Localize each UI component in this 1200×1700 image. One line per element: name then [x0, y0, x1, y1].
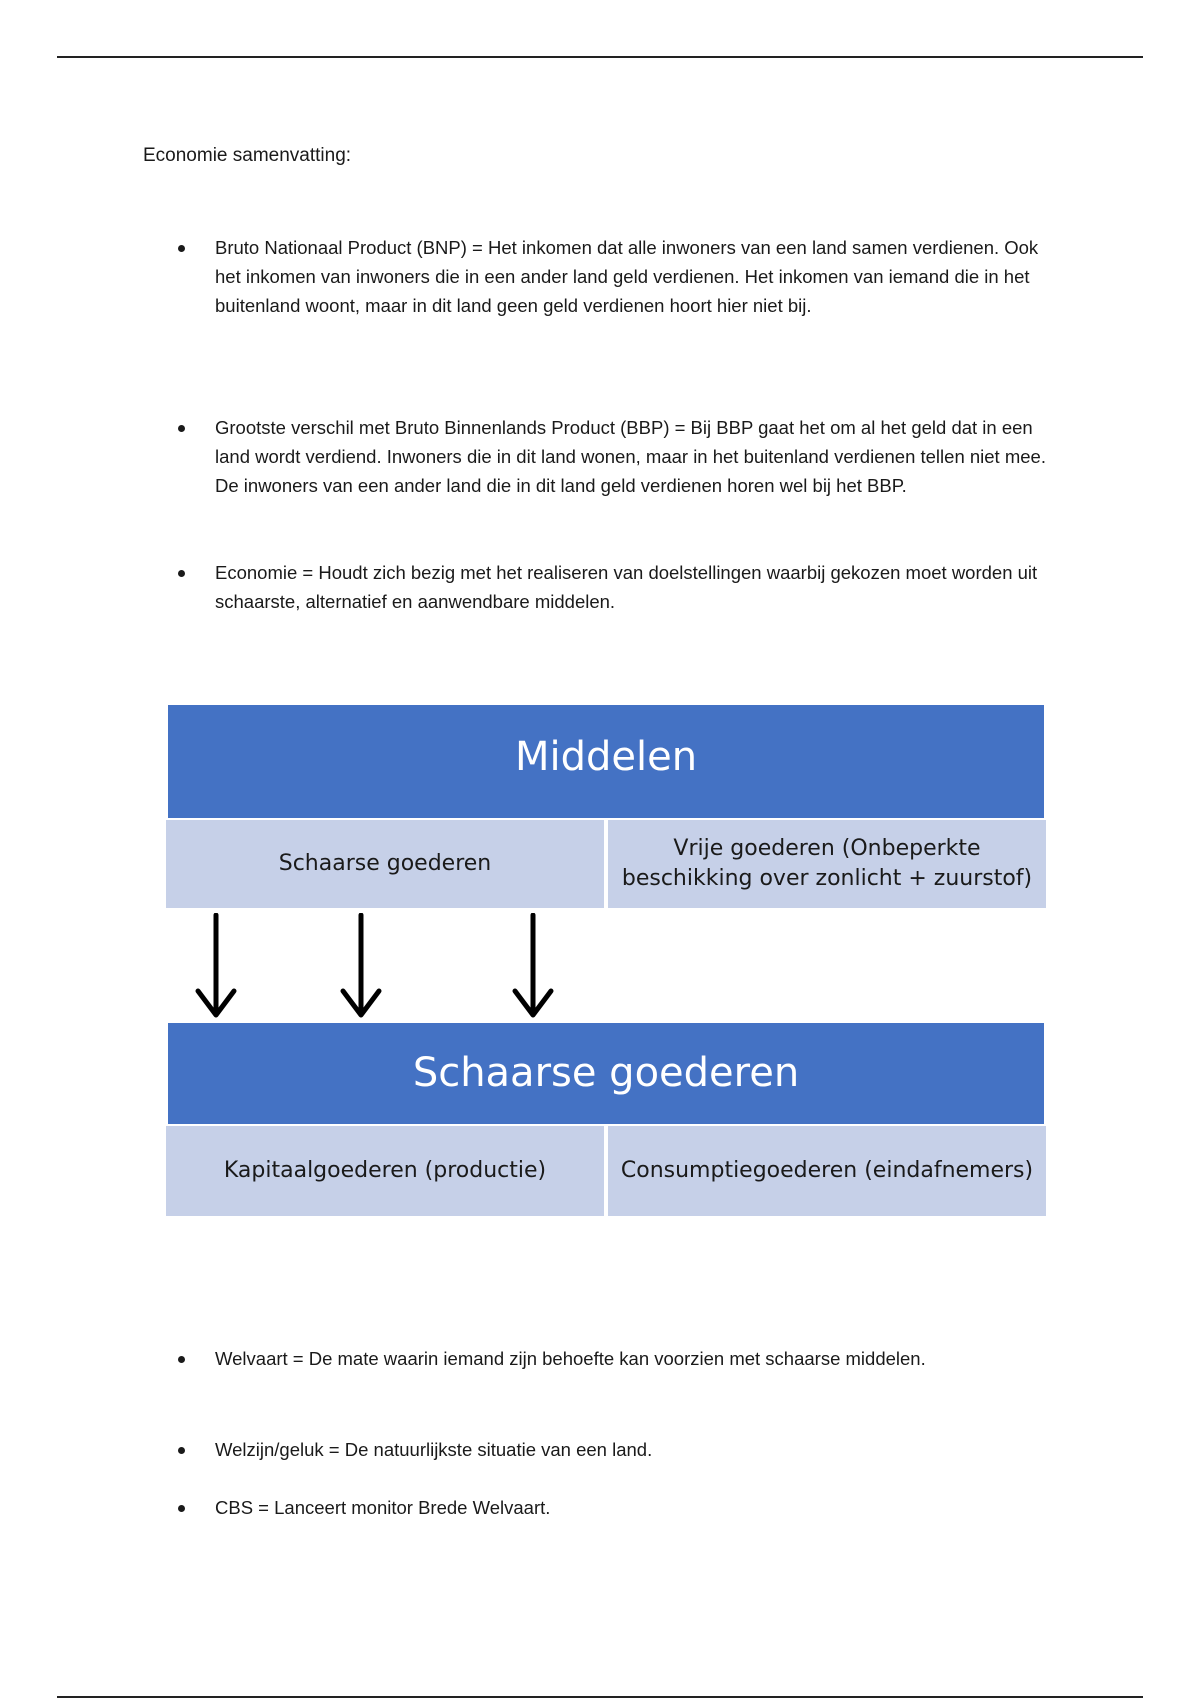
diagram-cell-consumptiegoederen: Consumptiegoederen (eindafnemers)	[608, 1126, 1046, 1216]
bullet-welzijn: Welzijn/geluk = De natuurlijkste situatie van een land.	[215, 1435, 1065, 1464]
diagram-cell-kapitaalgoederen: Kapitaalgoederen (productie)	[166, 1126, 604, 1216]
arrow-down-icon	[339, 913, 383, 1023]
bullet-cbs: CBS = Lanceert monitor Brede Welvaart.	[215, 1493, 1065, 1522]
bullet-bnp: Bruto Nationaal Product (BNP) = Het inkomen dat alle inwoners van een land samen verdienen. Ook het inkomen van inwoners die in een ander land geld verdienen. Het inkomen van iemand die in het buitenland woont, maar in dit land geen geld verdienen hoort hier niet bij.	[215, 233, 1065, 320]
arrow-down-icon	[511, 913, 555, 1023]
bullet-bbp: Grootste verschil met Bruto Binnenlands Product (BBP) = Bij BBP gaat het om al het geld dat in een land wordt verdiend. Inwoners die in dit land wonen, maar in het buitenland verdienen tellen niet mee. De inwoners van een ander land die in dit land geld verdienen horen wel bij het BBP.	[215, 413, 1065, 500]
bullet-welvaart: Welvaart = De mate waarin iemand zijn behoefte kan voorzien met schaarse middelen.	[215, 1344, 1065, 1373]
arrow-down-icon	[194, 913, 238, 1023]
diagram-cell-vrije-goederen: Vrije goederen (Onbeperkte beschikking over zonlicht + zuurstof)	[608, 820, 1046, 908]
diagram-header-middelen: Middelen	[168, 705, 1044, 818]
diagram-header-schaarse-goederen: Schaarse goederen	[168, 1023, 1044, 1124]
top-rule	[57, 56, 1143, 58]
document-title: Economie samenvatting:	[143, 145, 352, 166]
bullet-economie: Economie = Houdt zich bezig met het realiseren van doelstellingen waarbij gekozen moet worden uit schaarste, alternatief en aanwendbare middelen.	[215, 558, 1065, 616]
bottom-rule	[57, 1696, 1143, 1698]
middelen-diagram	[166, 705, 1046, 1218]
diagram-cell-schaarse-goederen: Schaarse goederen	[166, 820, 604, 908]
